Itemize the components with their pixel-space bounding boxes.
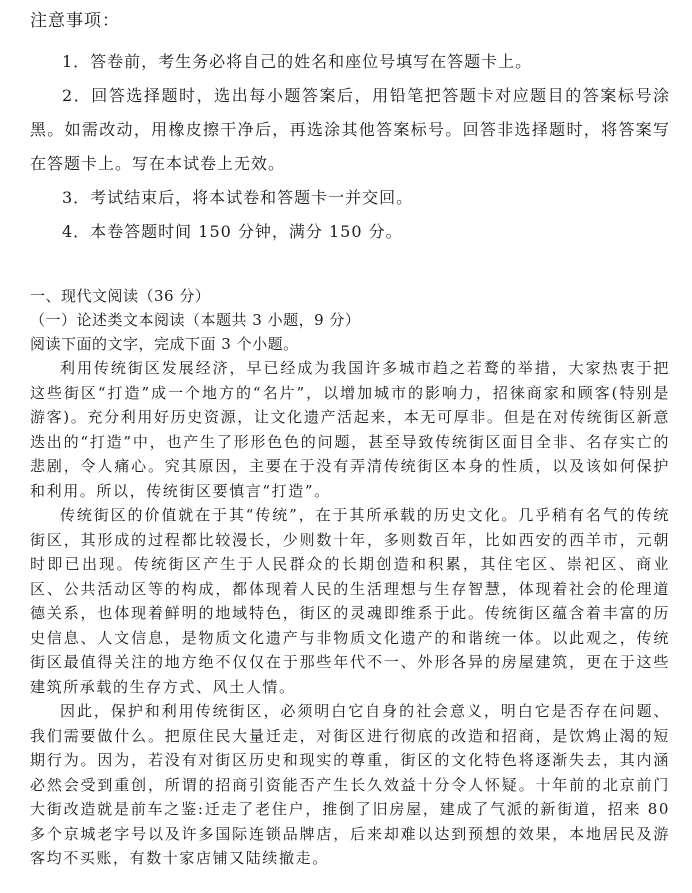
notice-item-3: 3．考试结束后，将本试卷和答题卡一并交回。	[62, 188, 414, 207]
article-paragraph-3: 因此，保护和利用传统街区，必须明白它自身的社会意义，明白它是否存在问题、我们需要做什么。把原住民大量迁走，对街区进行彻底的改造和招商，是饮鸩止渴的短期行为。因为，若没有对街区历史和现实的尊重，街区的文化特色将逐渐失去，其内涵必然会受到重创，所谓的招商引资能否产生长久效益十分令人怀疑。十年前的北京前门大街改造就是前车之鉴:迁走了老住户，推倒了旧房屋，建成了气派的新街道，招来 80 多个京城老字号以及许多国际连锁品牌店，后来却难以达到预想的效果，本地居民及游客均不买账，有数十家店铺又陆续撤走。	[30, 702, 670, 867]
article-paragraph-2: 传统街区的价值就在于其“传统”，在于其所承载的历史文化。几乎稍有名气的传统街区，其形成的过程都比较漫长，少则数十年，多则数百年，比如西安的西羊市，元朝时即已出现。传统街区产生于人民群众的长期创造和积累，其住宅区、崇祀区、商业区、公共活动区等的构成，都体现着人民的生活理想与生存智慧，体现着社会的伦理道德关系，也体现着鲜明的地域特色，街区的灵魂即维系于此。传统街区蕴含着丰富的历史信息、人文信息，是物质文化遗产与非物质文化遗产的和谐统一体。以此观之，传统街区最值得关注的地方绝不仅仅在于那些年代不一、外形各异的房屋建筑，更在于这些建筑所承载的生存方式、风土人情。	[30, 506, 670, 696]
section-heading: 一、现代文阅读（36 分）	[30, 287, 211, 305]
notice-item-4: 4．本卷答题时间 150 分钟，满分 150 分。	[62, 222, 403, 241]
section-subheading: （一）论述类文本阅读（本题共 3 小题，9 分）	[30, 311, 361, 329]
reading-instruction: 阅读下面的文字，完成下面 3 个小题。	[30, 335, 299, 353]
notice-title: 注意事项：	[30, 11, 120, 31]
article	[30, 356, 670, 871]
notice-list	[30, 45, 670, 249]
notice-item-2: 2．回答选择题时，选出每小题答案后，用铅笔把答题卡对应题目的答案标号涂黑。如需改动，用橡皮擦干净后，再选涂其他答案标号。回答非选择题时，将答案写在答题卡上。写在本试卷上无效。	[30, 86, 670, 173]
article-paragraph-1: 利用传统街区发展经济，早已经成为我国许多城市趋之若鹜的举措，大家热衷于把这些街区“打造”成一个地方的“名片”，以增加城市的影响力，招徕商家和顾客(特别是游客)。充分利用好历史资源，让文化遗产活起来，本无可厚非。但是在对传统街区新意迭出的“打造”中，也产生了形形色色的问题，甚至导致传统街区面目全非、名存实亡的悲剧，令人痛心。究其原因，主要在于没有弄清传统街区本身的性质，以及该如何保护和利用。所以，传统街区要慎言“打造”。	[30, 359, 670, 500]
notice-item-1: 1．答卷前，考生务必将自己的姓名和座位号填写在答题卡上。	[62, 52, 533, 71]
